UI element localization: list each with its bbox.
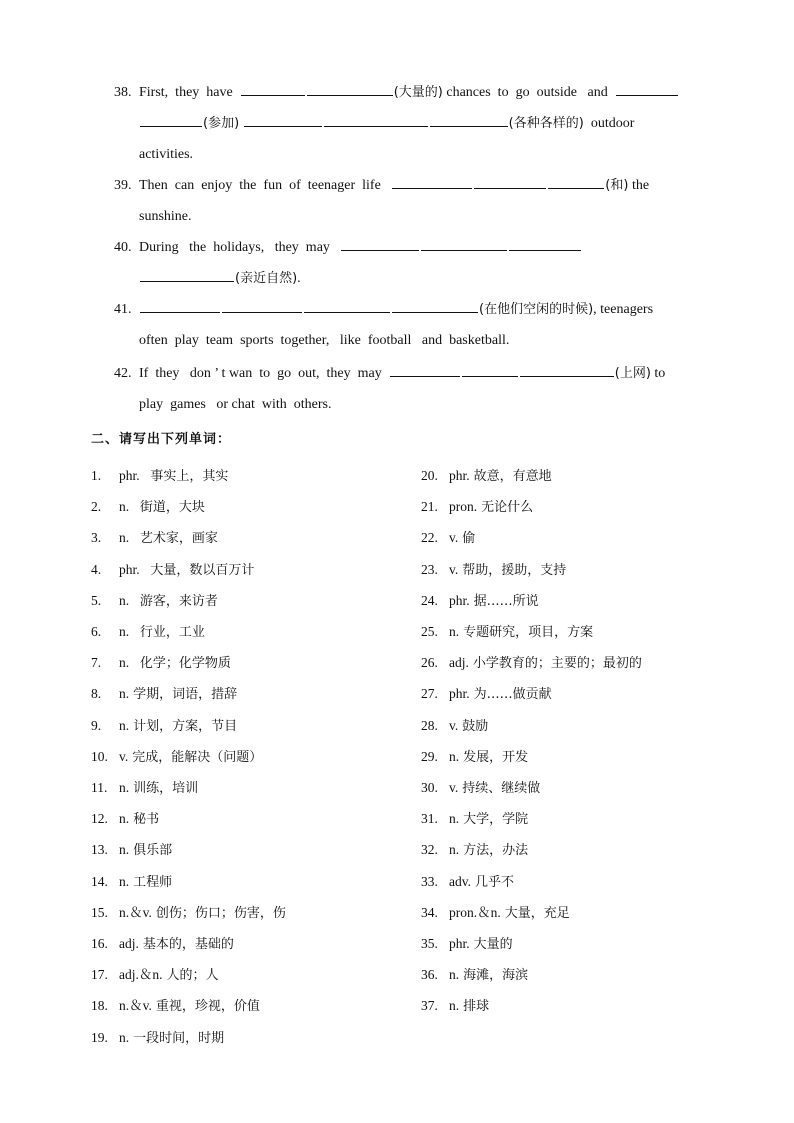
chinese-definition: 大量，数以百万计 (150, 562, 255, 578)
vocab-item (91, 803, 159, 834)
chinese-definition: 人的；人 (166, 968, 219, 984)
vocab-item (421, 803, 528, 834)
vocab-item (91, 928, 234, 959)
vocab-number: 2. (91, 499, 102, 515)
question-number: 38. (114, 85, 132, 100)
answer-blank[interactable] (616, 81, 678, 96)
part-of-speech: adj.＆n. (119, 967, 163, 983)
part-of-speech: n. (119, 842, 130, 858)
vocab-number: 16. (91, 936, 108, 951)
chinese-hint: (在他们空闲的时候) (479, 302, 594, 317)
part-of-speech: n. (119, 624, 136, 639)
chinese-definition: 故意，有意地 (473, 469, 552, 484)
answer-blank[interactable] (140, 267, 234, 282)
answer-blank[interactable] (222, 298, 302, 313)
vocab-number: 7. (91, 655, 102, 671)
answer-blank[interactable] (307, 81, 393, 96)
chinese-definition: 专题研究，项目，方案 (463, 625, 594, 640)
vocab-number: 10. (91, 748, 108, 764)
part-of-speech: n. (449, 967, 460, 983)
part-of-speech: n. (119, 499, 136, 515)
vocab-number: 8. (91, 686, 102, 702)
answer-blank[interactable] (548, 174, 604, 189)
vocab-number: 3. (91, 530, 102, 546)
question-number: 42. (114, 366, 132, 381)
sentence-text (239, 116, 243, 131)
vocab-number: 26. (421, 655, 438, 671)
chinese-definition: 重视，珍视，价值 (155, 999, 260, 1015)
answer-blank[interactable] (462, 362, 518, 377)
part-of-speech: adv. (449, 873, 471, 889)
vocab-number: 35. (421, 936, 438, 951)
chinese-definition: 训练，培训 (133, 781, 199, 796)
part-of-speech: adj. (119, 936, 139, 951)
vocab-number: 28. (421, 717, 438, 733)
vocab-item (421, 460, 552, 491)
vocab-item (421, 616, 593, 647)
chinese-definition: 据……所说 (473, 593, 539, 609)
section-2-heading: 二、请写出下列单词： (91, 432, 232, 447)
chinese-definition: 基本的，基础的 (142, 937, 234, 952)
question-line (114, 170, 704, 201)
vocab-number: 13. (91, 842, 108, 858)
chinese-definition: 一段时间，时期 (133, 1030, 225, 1046)
chinese-definition: 事实上，其实 (150, 469, 229, 484)
question-39 (114, 170, 704, 232)
vocab-item (421, 678, 552, 709)
answer-blank[interactable] (140, 298, 220, 313)
vocab-item (421, 491, 533, 522)
answer-blank[interactable] (244, 112, 322, 127)
sentence-text: often play team sports together, like football and basketball. (139, 333, 510, 348)
part-of-speech: v. (449, 717, 459, 733)
chinese-definition: 为……做贡献 (473, 687, 552, 703)
sentence-text: , teenagers (593, 302, 654, 317)
part-of-speech: adj. (449, 655, 469, 671)
part-of-speech: n. (119, 780, 130, 795)
vocab-number: 23. (421, 561, 438, 577)
vocab-number: 15. (91, 904, 108, 920)
answer-blank[interactable] (474, 174, 546, 189)
chinese-definition: 大量，充足 (504, 905, 570, 921)
part-of-speech: n. (119, 1029, 130, 1045)
chinese-definition: 大学，学院 (463, 812, 529, 828)
chinese-hint: (大量的) (393, 85, 443, 100)
vocab-number: 18. (91, 998, 108, 1014)
vocab-number: 33. (421, 873, 438, 889)
vocab-item (421, 522, 475, 553)
vocab-item (421, 741, 528, 772)
vocab-item (91, 522, 218, 553)
part-of-speech: phr. (119, 561, 147, 577)
part-of-speech: n. (449, 748, 460, 764)
chinese-definition: 学期，词语，措辞 (133, 687, 238, 703)
vocab-number: 5. (91, 592, 102, 608)
vocab-item (91, 460, 228, 491)
chinese-definition: 大量的 (473, 937, 513, 952)
chinese-definition: 几乎不 (475, 874, 515, 890)
part-of-speech: n. (449, 842, 460, 858)
part-of-speech: pron.＆n. (449, 904, 501, 920)
part-of-speech: n. (449, 998, 460, 1014)
vocab-number: 14. (91, 873, 108, 889)
part-of-speech: n. (119, 717, 130, 733)
chinese-definition: 艺术家，画家 (139, 531, 218, 547)
vocab-number: 11. (91, 780, 108, 795)
vocab-number: 30. (421, 780, 438, 795)
answer-blank[interactable] (304, 298, 390, 313)
vocab-number: 27. (421, 686, 438, 702)
vocab-item (421, 647, 642, 678)
answer-blank[interactable] (324, 112, 428, 127)
question-number: 40. (114, 240, 132, 255)
vocab-item (421, 990, 489, 1021)
chinese-definition: 化学；化学物质 (139, 656, 231, 672)
vocab-item (91, 585, 218, 616)
vocab-number: 34. (421, 904, 438, 920)
chinese-hint: (参加) (203, 116, 240, 131)
vocab-number: 4. (91, 561, 102, 577)
vocab-number: 9. (91, 717, 102, 733)
answer-blank[interactable] (241, 81, 305, 96)
answer-blank[interactable] (421, 236, 507, 251)
vocab-item (91, 491, 205, 522)
chinese-definition: 游客，来访者 (139, 593, 218, 609)
question-42 (114, 358, 704, 420)
part-of-speech: pron. (449, 499, 478, 515)
vocab-item (421, 554, 566, 585)
question-41 (114, 294, 704, 356)
chinese-definition: 排球 (463, 999, 490, 1015)
chinese-hint: (和) (605, 178, 629, 193)
vocab-item (421, 928, 513, 959)
vocab-item (91, 741, 262, 772)
question-line (114, 77, 704, 108)
sentence-text: If they don ’ t wan to go out, they may (139, 366, 389, 381)
vocab-number: 22. (421, 530, 438, 546)
question-line (114, 139, 704, 170)
chinese-definition: 方法，办法 (463, 843, 529, 859)
vocab-item (421, 772, 540, 803)
question-line (114, 263, 704, 294)
vocab-item (421, 897, 570, 928)
answer-blank[interactable] (430, 112, 508, 127)
sentence-text: outdoor (583, 116, 635, 131)
vocab-item (91, 897, 286, 928)
part-of-speech: v. (449, 780, 459, 795)
chinese-definition: 无论什么 (481, 500, 534, 516)
part-of-speech: phr. (449, 468, 470, 483)
chinese-definition: 俱乐部 (133, 843, 173, 859)
question-line (114, 389, 704, 420)
chinese-definition: 秘书 (133, 812, 160, 828)
question-line (114, 108, 704, 139)
chinese-definition: 计划，方案，节目 (133, 718, 238, 734)
sentence-text: During the holidays, they may (139, 240, 341, 255)
part-of-speech: n. (119, 686, 130, 702)
vocab-number: 37. (421, 998, 438, 1014)
vocab-item (91, 834, 172, 865)
vocab-number: 17. (91, 967, 108, 983)
sentence-text: activities. (139, 147, 194, 162)
sentence-text: play games or chat with others. (139, 397, 332, 412)
chinese-definition: 鼓励 (462, 718, 489, 734)
sentence-text: Then can enjoy the fun of teenager life (139, 178, 392, 193)
part-of-speech: n. (449, 624, 460, 639)
vocab-number: 19. (91, 1029, 108, 1045)
part-of-speech: phr. (449, 936, 470, 951)
answer-blank[interactable] (520, 362, 614, 377)
vocab-item (91, 554, 254, 585)
question-line (114, 358, 704, 389)
question-line (114, 325, 704, 356)
vocab-number: 32. (421, 842, 438, 858)
chinese-definition: 完成，能解决（问题） (132, 749, 263, 765)
vocab-number: 1. (91, 468, 102, 483)
vocab-item (91, 616, 205, 647)
sentence-text: First, they have (139, 85, 240, 100)
part-of-speech: n. (119, 592, 136, 608)
vocab-item (421, 710, 488, 741)
part-of-speech: n. (119, 655, 136, 671)
question-line (114, 201, 704, 232)
question-number: 41. (114, 302, 132, 317)
vocab-item (91, 647, 231, 678)
chinese-hint: (各种各样的) (508, 116, 584, 131)
vocab-number: 6. (91, 624, 102, 639)
vocab-number: 31. (421, 811, 438, 827)
part-of-speech: n.＆v. (119, 904, 152, 920)
chinese-definition: 海滩，海滨 (463, 968, 529, 984)
part-of-speech: v. (119, 748, 129, 764)
vocab-item (421, 585, 539, 616)
chinese-definition: 发展，开发 (463, 749, 529, 765)
answer-blank[interactable] (140, 112, 202, 127)
vocab-item (91, 678, 237, 709)
vocab-number: 21. (421, 499, 438, 515)
chinese-definition: 行业，工业 (139, 625, 205, 640)
part-of-speech: n. (119, 873, 130, 889)
answer-blank[interactable] (392, 174, 472, 189)
vocab-number: 29. (421, 748, 438, 764)
vocab-item (91, 1022, 224, 1053)
chinese-definition: 持续、继续做 (462, 781, 541, 796)
vocab-item (91, 990, 260, 1021)
vocab-number: 12. (91, 811, 108, 827)
part-of-speech: n. (449, 811, 460, 827)
sentence-text: the (628, 178, 650, 193)
vocab-item (421, 834, 528, 865)
vocab-item (421, 959, 528, 990)
chinese-hint: (亲近自然) (235, 271, 298, 286)
chinese-definition: 工程师 (133, 874, 173, 890)
part-of-speech: phr. (449, 686, 470, 702)
question-line (114, 294, 704, 325)
question-line (114, 232, 704, 263)
answer-blank[interactable] (509, 236, 581, 251)
answer-blank[interactable] (392, 298, 478, 313)
chinese-definition: 偷 (462, 531, 476, 547)
vocab-number: 36. (421, 967, 438, 983)
vocab-number: 20. (421, 468, 438, 483)
chinese-definition: 小学教育的；主要的；最初的 (472, 656, 642, 672)
part-of-speech: phr. (449, 592, 470, 608)
part-of-speech: n. (119, 811, 130, 827)
sentence-text: chances to go outside and (442, 85, 615, 100)
question-40 (114, 232, 704, 294)
part-of-speech: phr. (119, 468, 147, 483)
chinese-hint: (上网) (614, 366, 651, 381)
vocab-item (91, 710, 237, 741)
question-number: 39. (114, 178, 132, 193)
chinese-definition: 街道，大块 (139, 500, 205, 516)
sentence-text: to (650, 366, 666, 381)
part-of-speech: v. (449, 561, 459, 577)
question-38 (114, 77, 704, 170)
part-of-speech: v. (449, 530, 459, 546)
chinese-definition: 创伤；伤口；伤害，伤 (155, 905, 286, 921)
sentence-text: . (297, 271, 301, 286)
vocab-item (421, 866, 514, 897)
answer-blank[interactable] (390, 362, 460, 377)
part-of-speech: n.＆v. (119, 998, 152, 1014)
chinese-definition: 帮助，援助，支持 (462, 562, 567, 578)
part-of-speech: n. (119, 530, 136, 546)
vocab-number: 24. (421, 592, 438, 608)
vocab-item (91, 772, 198, 803)
answer-blank[interactable] (341, 236, 419, 251)
sentence-text: sunshine. (139, 209, 192, 224)
vocab-item (91, 959, 219, 990)
vocab-item (91, 866, 172, 897)
vocab-number: 25. (421, 624, 438, 639)
